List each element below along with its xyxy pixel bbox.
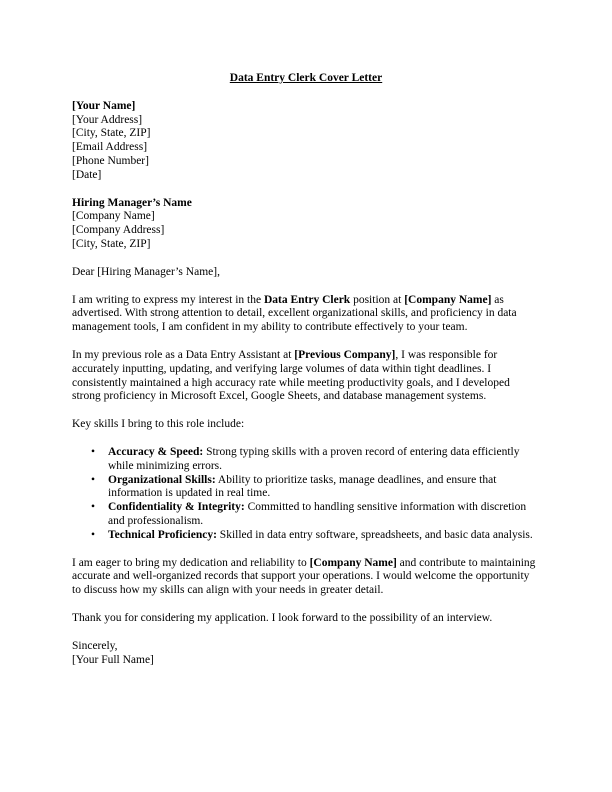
skill-label: Organizational Skills: — [108, 473, 216, 486]
closing: Sincerely, — [72, 639, 118, 652]
skill-label: Technical Proficiency: — [108, 528, 217, 541]
skill-text: Ability to prioritize tasks, manage deadlines, and ensure that information is updated in real time. — [108, 473, 497, 500]
list-item — [91, 528, 540, 543]
skills-list — [72, 446, 540, 543]
sender-phone: [Phone Number] — [72, 154, 149, 167]
recipient-name: Hiring Manager’s Name — [72, 196, 192, 209]
company-name: [Company Name] — [404, 293, 492, 306]
paragraph-intro-text-3: as advertised. With strong attention to detail, excellent organizational skills, and proficiency in data management tools, I am confident in my ability to contribute effectively to your team. — [72, 293, 517, 334]
paragraph-intro-text-2: position at — [350, 293, 405, 306]
sender-address: [Your Address] — [72, 113, 143, 126]
paragraph-experience — [72, 349, 540, 404]
signature: [Your Full Name] — [72, 653, 154, 666]
sender-block — [72, 100, 540, 183]
sender-name: [Your Name] — [72, 99, 136, 112]
closing-block — [72, 640, 540, 668]
skill-label: Accuracy & Speed: — [108, 445, 204, 458]
position-title: Data Entry Clerk — [263, 293, 351, 306]
recipient-company: [Company Name] — [72, 210, 155, 223]
skill-text: Committed to handling sensitive information with discretion and professionalism. — [108, 501, 527, 527]
paragraph-intro-text-1: I am writing to express my interest in the — [72, 293, 264, 306]
list-item — [91, 473, 540, 502]
skill-text: Skilled in data entry software, spreadsheets, and basic data analysis. — [216, 528, 533, 541]
bullet-icon: • — [91, 501, 96, 514]
previous-company: [Previous Company] — [294, 348, 396, 361]
bullet-icon: • — [91, 528, 96, 541]
document-title: Data Entry Clerk Cover Letter — [229, 72, 383, 84]
sender-email: [Email Address] — [72, 141, 148, 154]
salutation: Dear [Hiring Manager’s Name], — [72, 265, 220, 278]
company-name: [Company Name] — [309, 556, 397, 569]
list-item — [91, 445, 540, 474]
paragraph-experience-text-2: , I was responsible for accurately inputting, updating, and verifying large volumes of data within tight deadlines. I consistently maintained a high accuracy rate while meeting productivity goals, and I developed strong proficiency in Microsoft Excel, Google Sheets, and database management systems. — [72, 348, 510, 403]
skill-text: Strong typing skills with a proven record of entering data efficiently while minimizing errors. — [108, 445, 520, 472]
paragraph-eager-text-2: and contribute to maintaining accurate and well-organized records that support your operations. I would welcome the opportunity to discuss how my skills can align with your needs in greater detail. — [72, 556, 536, 597]
recipient-city-state-zip: [City, State, ZIP] — [72, 237, 151, 250]
recipient-block — [72, 197, 540, 252]
paragraph-intro — [72, 294, 540, 335]
paragraph-eager-text-1: I am eager to bring my dedication and reliability to — [72, 556, 310, 569]
sender-city-state-zip: [City, State, ZIP] — [72, 127, 151, 140]
paragraph-experience-text-1: In my previous role as a Data Entry Assistant at — [72, 348, 295, 361]
bullet-icon: • — [91, 445, 96, 458]
skills-intro: Key skills I bring to this role include: — [72, 418, 245, 431]
bullet-icon: • — [91, 473, 96, 486]
skill-label: Confidentiality & Integrity: — [108, 501, 245, 514]
recipient-company-address: [Company Address] — [72, 224, 165, 237]
paragraph-thanks: Thank you for considering my application. I look forward to the possibility of an interview. — [72, 611, 493, 624]
sender-date: [Date] — [72, 168, 102, 181]
paragraph-eager — [72, 557, 540, 598]
list-item — [91, 501, 540, 529]
